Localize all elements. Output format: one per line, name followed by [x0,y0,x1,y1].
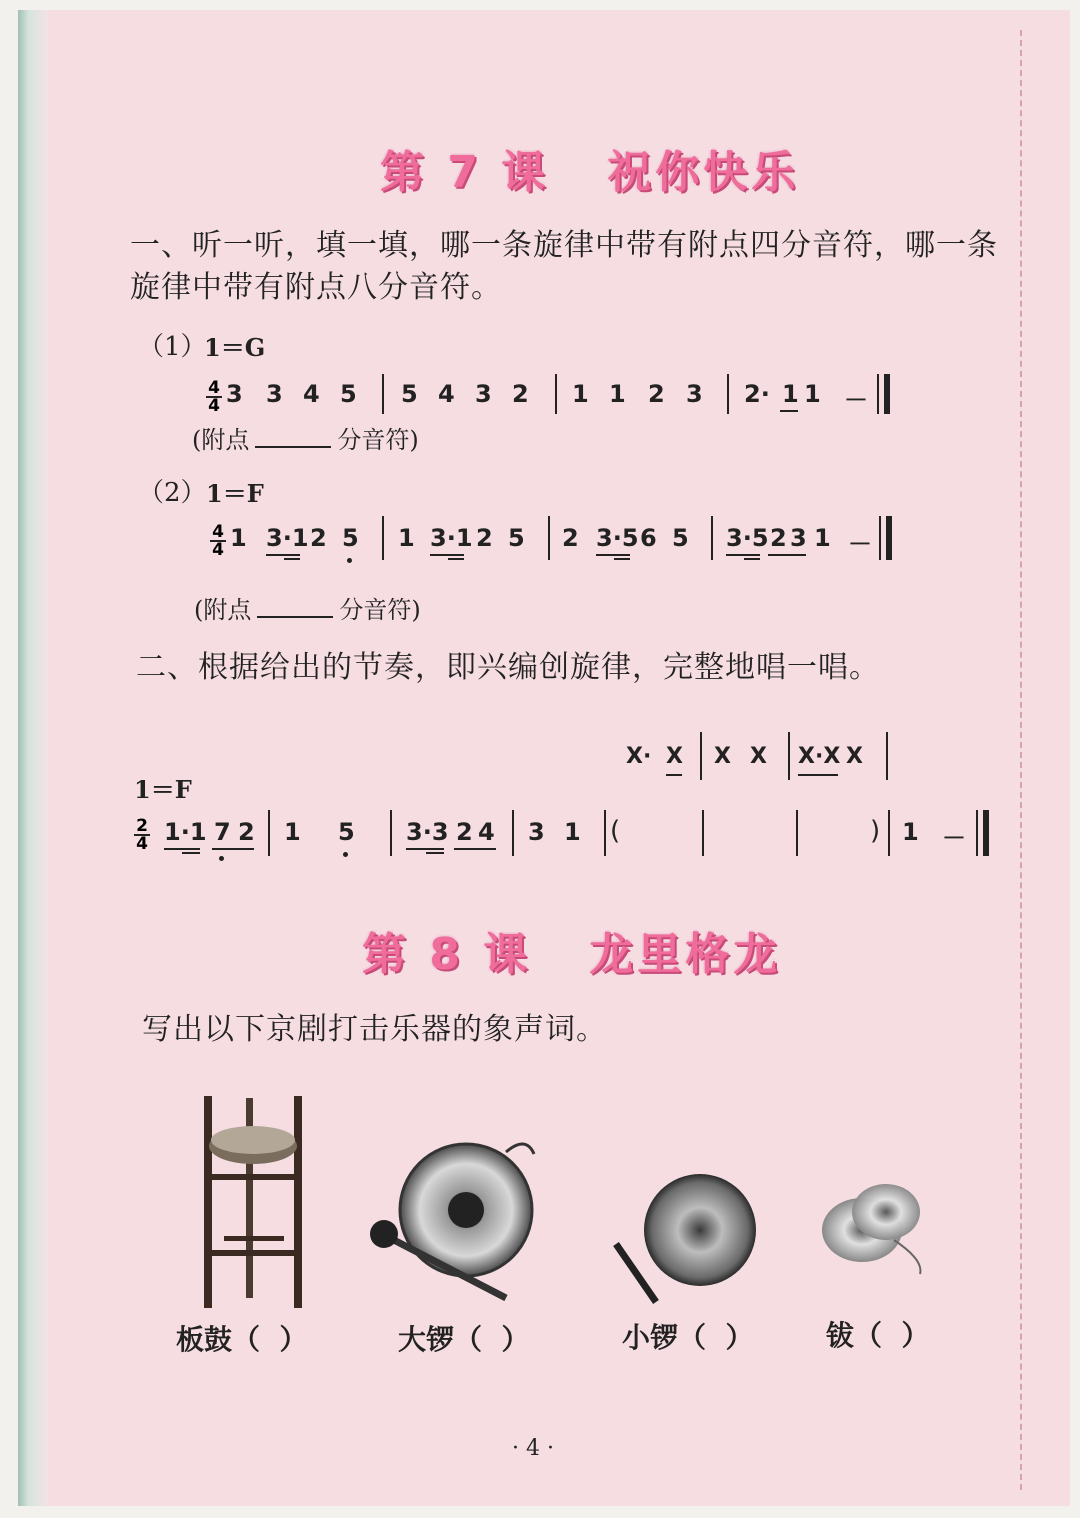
time-signature: $\frac{4}{4}$ [210,524,226,558]
instrument-label-xiaoluo: 小锣（ ） [622,1321,754,1354]
note: 3 [790,524,807,552]
note: 1 [284,818,301,846]
instrument-label-bangu: 板鼓（ ） [176,1323,308,1356]
note: 1·1 [164,818,207,846]
note: 2 [648,380,665,408]
item1-label: （1） [138,332,207,362]
underline [426,852,444,854]
note: － [942,824,966,852]
note: 5 [338,818,355,846]
note: 3·5 [596,524,639,552]
final-barline-thick [983,810,989,856]
note: 4 [303,380,320,408]
barline [796,810,798,856]
underline [182,852,200,854]
underline [164,848,200,850]
barline [888,810,890,856]
question2: 二、根据给出的节奏，即兴编创旋律，完整地唱一唱。 [136,650,880,685]
note: 5 [508,524,525,552]
item1-answer: (附点 分音符) [192,426,419,454]
melody-key: 1＝F [134,775,192,804]
rhythm-note: X· [626,744,652,769]
barline [512,810,514,856]
note: 3 [475,380,492,408]
underline [212,848,254,850]
note: 1 [564,818,581,846]
note: 5 [401,380,418,408]
note: 4 [478,818,495,846]
instrument-label-bo: 钹（ ） [826,1319,930,1352]
rhythm-note: X [714,744,731,769]
note: 5 [672,524,689,552]
barline [604,810,606,856]
underline [406,848,444,850]
instrument-label-daluo: 大锣（ ） [398,1323,530,1356]
note: 1 [572,380,589,408]
lesson8-title: 第 8 课 龙里格龙 [362,929,782,980]
item2-answer: (附点 分音符) [194,596,421,624]
rhythm-note: X·X [798,744,841,769]
open-paren: ( [610,816,621,846]
note: 6 [640,524,657,552]
note: 3·3 [406,818,449,846]
note: 4 [438,380,455,408]
note: 1 [398,524,415,552]
lesson8-instruction: 写出以下京剧打击乐器的象声词。 [142,1012,607,1047]
page-number: · 4 · [512,1436,554,1461]
item1-key: 1＝G [204,333,266,362]
rhythm-note: X [750,744,767,769]
underline [454,848,496,850]
note: 3 [686,380,703,408]
low-octave-dot [343,852,348,857]
item2-key: 1＝F [206,479,264,508]
note: 1 [230,524,247,552]
note: 7 [214,818,231,846]
note: － [848,530,872,558]
note: 2 [476,524,493,552]
barline [702,810,704,856]
note: 3 [266,380,283,408]
note: 2 [456,818,473,846]
time-signature: $\frac{2}{4}$ [134,818,150,852]
note: － [844,386,868,414]
note: 3·1 [430,524,473,552]
cymbals-icon [814,1170,934,1290]
note: 3·5 [726,524,769,552]
note: 1 [609,380,626,408]
lesson7-title: 第 7 课 祝你快乐 [380,147,800,198]
rhythm-note: X [846,744,863,769]
item2-label: （2） [138,478,207,508]
note: 1 [814,524,831,552]
final-barline-thin [976,810,978,856]
note: 2 [238,818,255,846]
note: 1 [782,380,799,408]
note: 3 [528,818,545,846]
note: 2· [744,380,770,408]
note: 2 [310,524,327,552]
close-paren: ) [870,816,881,846]
note: 1 [804,380,821,408]
note: 2 [770,524,787,552]
note: 3·1 [266,524,309,552]
gong-icon [366,1130,540,1310]
workbook-page [18,10,1070,1506]
note: 2 [512,380,529,408]
drum-icon [194,1096,314,1310]
question1-line1: 一、听一听，填一填，哪一条旋律中带有附点四分音符，哪一条 [130,228,998,263]
note: 5 [342,524,359,552]
low-octave-dot [219,856,224,861]
note: 5 [340,380,357,408]
rhythm-note: X [666,744,683,769]
barline [390,810,392,856]
barline [268,810,270,856]
note: 2 [562,524,579,552]
question1-line2: 旋律中带有附点八分音符。 [130,270,502,305]
small-gong-icon [610,1172,760,1310]
note: 1 [902,818,919,846]
time-signature: $\frac{4}{4}$ [206,380,222,414]
note: 3 [226,380,243,408]
